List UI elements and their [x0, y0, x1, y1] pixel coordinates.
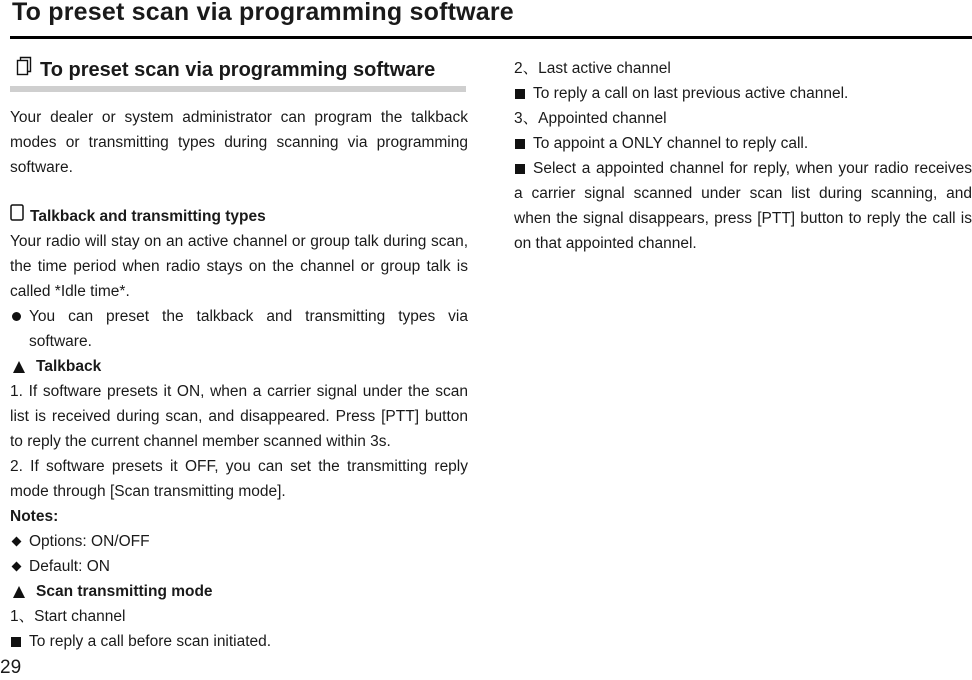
left-column	[10, 56, 468, 654]
bullet-text: You can preset the talkback and transmitting types via software.	[29, 308, 468, 350]
option-description-text: To reply a call before scan initiated.	[29, 633, 272, 650]
square-bullet-icon	[514, 164, 526, 174]
talkback-heading-text: Talkback	[36, 358, 102, 375]
appointed-channel-paragraph	[514, 156, 972, 256]
triangle-icon	[12, 361, 26, 373]
bullet-item	[10, 304, 468, 354]
option-description-text: To appoint a ONLY channel to reply call.	[533, 135, 809, 152]
scan-mode-heading	[10, 579, 468, 604]
note-item	[10, 529, 468, 554]
talkback-heading	[10, 354, 468, 379]
option-start-channel: 1、Start channel	[10, 608, 126, 625]
option-description	[10, 629, 468, 654]
talkback-item-1: 1. If software presets it ON, when a carrier signal under the scan list is received during scan, and disappeared. Press [PTT] button to reply the current channel member scanned within 3s.	[10, 383, 468, 450]
bullet-dot-icon	[10, 304, 22, 329]
square-bullet-icon	[514, 89, 526, 99]
subsection-heading-text: Talkback and transmitting types	[30, 208, 266, 225]
triangle-icon	[12, 586, 26, 598]
page-title: To preset scan via programming software	[12, 0, 514, 26]
note-text: Options: ON/OFF	[29, 533, 150, 550]
intro-paragraph: Your dealer or system administrator can program the talkback modes or transmitting types during scanning via programming software.	[10, 109, 468, 176]
option-description	[514, 131, 972, 156]
title-divider	[10, 36, 972, 39]
square-bullet-icon	[10, 637, 22, 647]
page-box-icon	[10, 204, 24, 229]
idle-time-paragraph: Your radio will stay on an active channel or group talk during scan, the time period when radio stays on the channel or group talk is called *Idle time*.	[10, 233, 468, 300]
option-appointed-channel: 3、Appointed channel	[514, 110, 667, 127]
page-number: 29	[0, 657, 22, 678]
section-heading-text: To preset scan via programming software	[40, 58, 436, 81]
note-item	[10, 554, 468, 579]
diamond-icon	[10, 563, 22, 570]
notes-label: Notes:	[10, 508, 59, 525]
option-description	[514, 81, 972, 106]
right-column	[514, 56, 972, 256]
note-text: Default: ON	[29, 558, 110, 575]
option-description-text: To reply a call on last previous active channel.	[533, 85, 849, 102]
subsection-heading	[10, 204, 468, 229]
diamond-icon	[10, 538, 22, 545]
scan-mode-heading-text: Scan transmitting mode	[36, 583, 213, 600]
document-icon	[16, 56, 32, 83]
appointed-channel-text: Select a appointed channel for reply, when your radio receives a carrier signal scanned under scan list during scanning, and when the signal disappears, press [PTT] button to reply the call is on that appointed channel.	[514, 160, 972, 252]
heading-underline-bar	[10, 86, 466, 92]
talkback-item-2: 2. If software presets it OFF, you can set the transmitting reply mode through [Scan transmitting mode].	[10, 458, 468, 500]
option-last-active-channel: 2、Last active channel	[514, 60, 671, 77]
square-bullet-icon	[514, 139, 526, 149]
section-heading	[10, 56, 468, 83]
